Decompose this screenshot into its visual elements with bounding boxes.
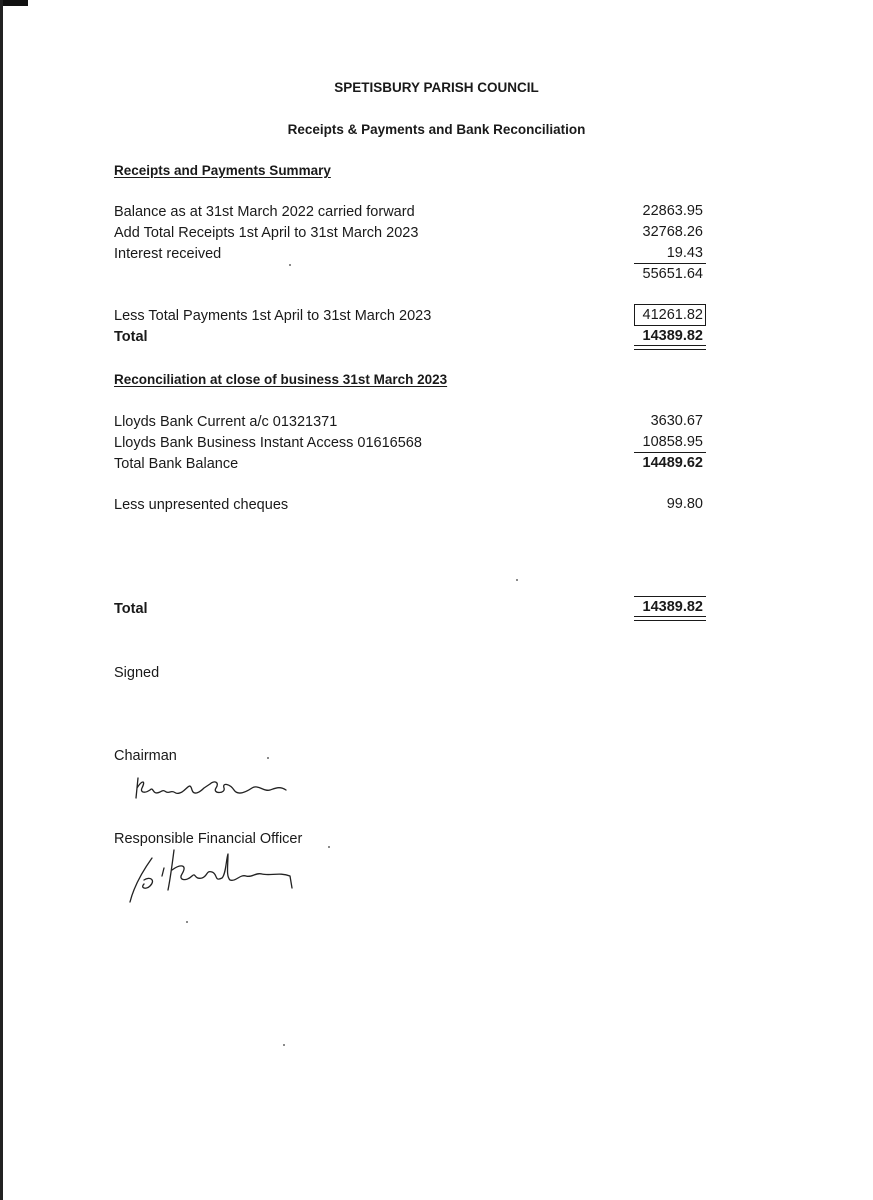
instant-access-value: 10858.95 <box>642 434 703 450</box>
summary-heading: Receipts and Payments Summary <box>114 163 331 178</box>
interest-value: 19.43 <box>666 245 703 261</box>
scan-speck <box>328 846 330 848</box>
reconciliation-total-top-rule <box>634 596 706 597</box>
unpresented-cheques-value: 99.80 <box>666 496 703 512</box>
council-name: SPETISBURY PARISH COUNCIL <box>334 80 539 95</box>
unpresented-cheques-label: Less unpresented cheques <box>114 497 289 513</box>
payments-label: Less Total Payments 1st April to 31st March 2023 <box>114 308 432 324</box>
interest-label: Interest received <box>114 246 222 262</box>
bank-total-value: 14489.62 <box>642 455 703 471</box>
scan-edge <box>0 0 28 6</box>
reconciliation-total-double-rule <box>634 616 706 621</box>
chairman-label: Chairman <box>114 748 177 764</box>
current-account-value: 3630.67 <box>650 413 703 429</box>
current-account-label: Lloyds Bank Current a/c 01321371 <box>114 414 338 430</box>
scan-speck <box>283 1044 285 1046</box>
balance-bf-value: 22863.95 <box>642 203 703 219</box>
scan-edge <box>0 0 3 1200</box>
receipts-value: 32768.26 <box>642 224 703 240</box>
bank-total-label: Total Bank Balance <box>114 456 239 472</box>
scan-speck <box>289 264 291 266</box>
chairman-signature <box>130 770 300 806</box>
subtotal-rule <box>634 263 706 264</box>
rfo-label: Responsible Financial Officer <box>114 831 303 847</box>
summary-total-double-rule <box>634 345 706 350</box>
payments-value: 41261.82 <box>642 307 703 323</box>
scan-speck <box>516 579 518 581</box>
instant-access-label: Lloyds Bank Business Instant Access 01616568 <box>114 435 422 451</box>
document-subtitle: Receipts & Payments and Bank Reconciliation <box>287 122 586 137</box>
scan-speck <box>186 921 188 923</box>
bank-balance-rule <box>634 452 706 453</box>
scan-speck <box>267 757 269 759</box>
summary-total-value: 14389.82 <box>642 328 703 344</box>
reconciliation-heading: Reconciliation at close of business 31st March 2023 <box>114 372 448 387</box>
reconciliation-total-value: 14389.82 <box>642 599 703 615</box>
subtotal-value: 55651.64 <box>642 266 703 282</box>
reconciliation-total-label: Total <box>114 601 148 617</box>
signed-label: Signed <box>114 665 160 681</box>
rfo-signature <box>122 846 307 908</box>
balance-bf-label: Balance as at 31st March 2022 carried forward <box>114 204 415 220</box>
summary-total-label: Total <box>114 329 148 345</box>
receipts-label: Add Total Receipts 1st April to 31st March 2023 <box>114 225 419 241</box>
